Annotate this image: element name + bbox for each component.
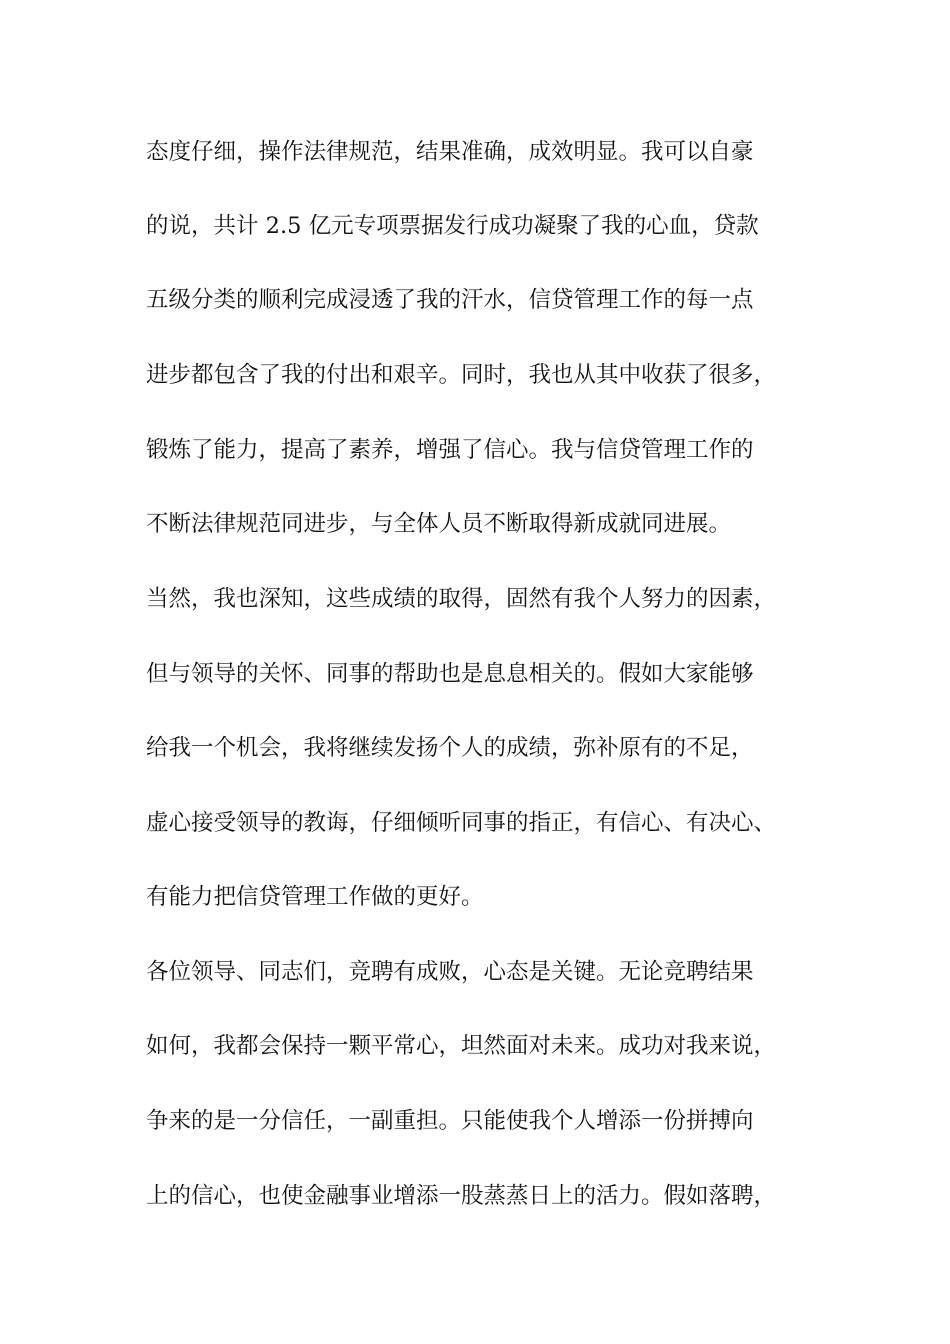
text-line: 态度仔细，操作法律规范，结果准确，成效明显。我可以自豪 [146,139,754,165]
text-line: 给我一个机会，我将继续发扬个人的成绩，弥补原有的不足， [146,735,754,761]
text-line: 争来的是一分信任，一副重担。只能使我个人增添一份拼搏向 [146,1108,754,1134]
text-line: 的说，共计 2.5 亿元专项票据发行成功凝聚了我的心血，贷款 [146,213,759,239]
text-line: 进步都包含了我的付出和艰辛。同时，我也从其中收获了很多， [146,362,777,388]
text-line: 锻炼了能力，提高了素养，增强了信心。我与信贷管理工作的 [146,437,754,463]
paragraph-start-line: 当然，我也深知，这些成绩的取得，固然有我个人努力的因素， [146,586,777,612]
text-line: 但与领导的关怀、同事的帮助也是息息相关的。假如大家能够 [146,661,754,687]
text-line: 上的信心，也使金融事业增添一股蒸蒸日上的活力。假如落聘， [146,1183,777,1209]
paragraph-start-line: 各位领导、同志们，竞聘有成败，心态是关键。无论竞聘结果 [146,959,754,985]
text-line: 不断法律规范同进步，与全体人员不断取得新成就同进展。 [146,511,732,537]
text-line: 五级分类的顺利完成浸透了我的汗水，信贷管理工作的每一点 [146,287,754,313]
text-line: 虚心接受领导的教诲，仔细倾听同事的指正，有信心、有决心、 [146,810,777,836]
text-line: 有能力把信贷管理工作做的更好。 [146,884,484,910]
text-line: 如何，我都会保持一颗平常心，坦然面对未来。成功对我来说， [146,1033,777,1059]
